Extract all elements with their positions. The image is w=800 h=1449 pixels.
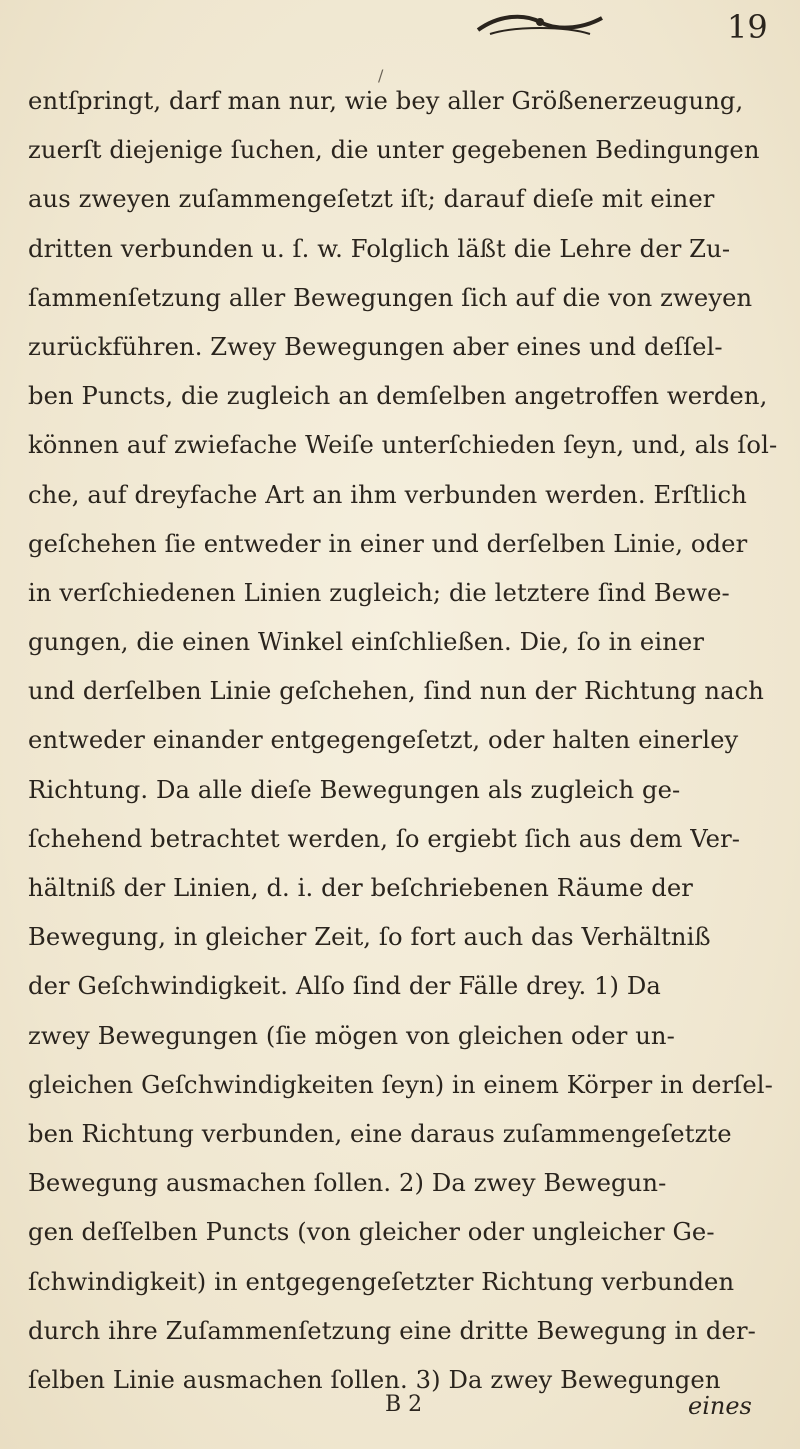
text-line: entweder einander entgegengeſetzt, oder halten einerley (28, 725, 739, 755)
text-line: dritten verbunden u. ſ. w. Folglich läßt die Lehre der Zu- (28, 233, 731, 263)
text-line: ſchwindigkeit) in entgegengeſetzter Richtung verbunden (28, 1266, 735, 1296)
text-line: ben Richtung verbunden, eine daraus zuſammengeſetzte (28, 1118, 732, 1148)
text-line: entſpringt, darf man nur, wie bey aller Größenerzeugung, (28, 86, 744, 115)
text-line: hältniß der Linien, d. i. der beſchriebenen Räume der (28, 873, 693, 902)
text-line: zuerſt diejenige ſuchen, die unter gegebenen Bedingungen (28, 135, 760, 165)
text-line: in verſchiedenen Linien zugleich; die letztere ſind Bewe- (28, 577, 730, 607)
text-line: Bewegung, in gleicher Zeit, ſo fort auch das Verhältniß (28, 922, 711, 952)
text-line: der Geſchwindigkeit. Alſo ſind der Fälle drey. 1) Da (28, 971, 661, 1001)
text-line: ſchehend betrachtet werden, ſo ergiebt ſich aus dem Ver- (28, 823, 741, 853)
text-line: ben Puncts, die zugleich an demſelben angetroffen werden, (28, 381, 768, 411)
text-line: Richtung. Da alle dieſe Bewegungen als zugleich ge- (28, 774, 681, 804)
stray-mark: / (378, 66, 384, 85)
text-line: gungen, die einen Winkel einſchließen. Die, ſo in einer (28, 627, 705, 657)
decorative-ornament-icon (470, 8, 610, 42)
text-line: und derſelben Linie geſchehen, ſind nun der Richtung nach (28, 676, 764, 706)
text-line: geſchehen ſie entweder in einer und derſelben Linie, oder (28, 528, 748, 558)
catchword: eines (688, 1392, 752, 1420)
text-line: durch ihre Zuſammenſetzung eine dritte Bewegung in der- (28, 1315, 756, 1345)
text-line: ſelben Linie ausmachen ſollen. 3) Da zwey Bewegungen (28, 1364, 721, 1394)
body-text (28, 76, 788, 1404)
text-line: che, auf dreyfache Art an ihm verbunden werden. Erſtlich (28, 479, 747, 509)
text-line: gen deſſelben Puncts (von gleicher oder ungleicher Ge- (28, 1217, 715, 1247)
text-line: können auf zwiefache Weiſe unterſchieden ſeyn, und, als ſol- (28, 430, 778, 460)
text-line: Bewegung ausmachen ſollen. 2) Da zwey Bewegun- (28, 1168, 667, 1198)
text-line: zurückführen. Zwey Bewegungen aber eines und deſſel- (28, 331, 723, 361)
signature-mark: B 2 (385, 1392, 423, 1417)
text-line: ſammenſetzung aller Bewegungen ſich auf die von zweyen (28, 282, 753, 312)
text-line: gleichen Geſchwindigkeiten ſeyn) in einem Körper in derſel- (28, 1069, 773, 1099)
page-number: 19 (727, 8, 768, 46)
text-line: aus zweyen zuſammengeſetzt iſt; darauf dieſe mit einer (28, 184, 715, 214)
text-line: zwey Bewegungen (ſie mögen von gleichen oder un- (28, 1020, 675, 1050)
